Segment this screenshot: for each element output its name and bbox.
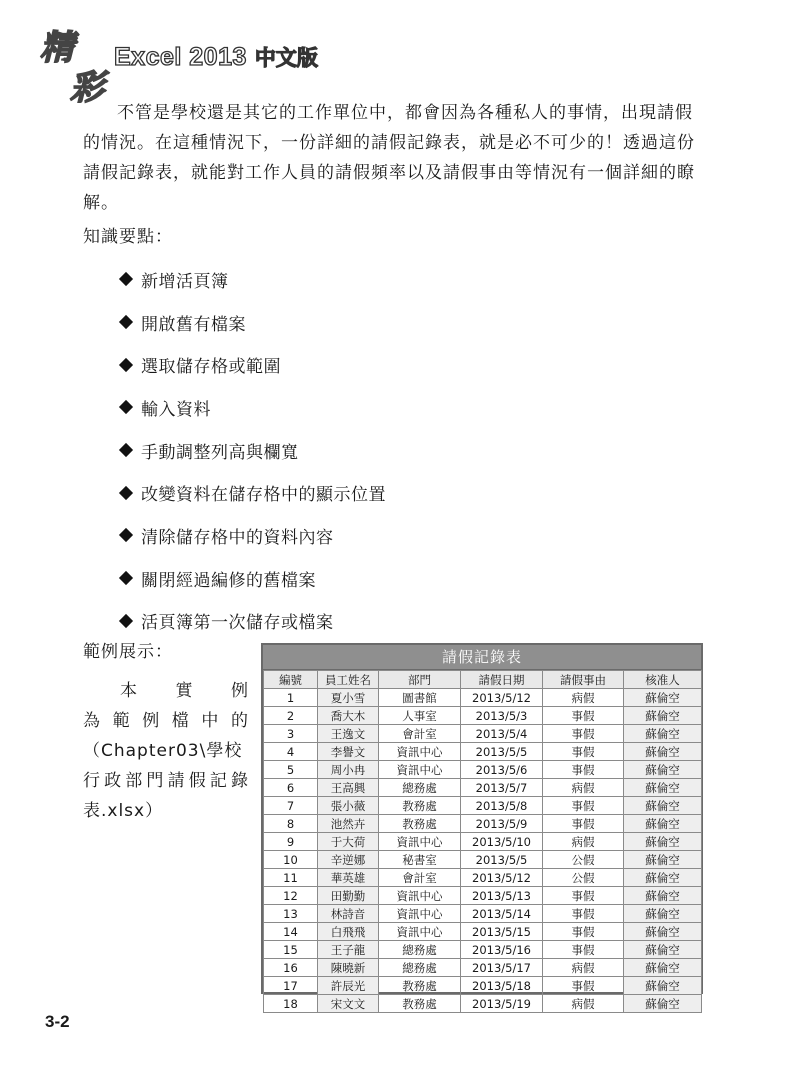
table-cell: 2013/5/8	[461, 797, 543, 815]
table-cell: 病假	[543, 995, 624, 1013]
table-cell: 教務處	[379, 977, 461, 995]
example-char: 例	[231, 681, 248, 701]
example-line-1	[83, 676, 248, 706]
table-cell: 資訊中心	[379, 923, 461, 941]
table-cell: 王高興	[318, 779, 379, 797]
table-cell: 2013/5/6	[461, 761, 543, 779]
example-char: 檔	[171, 711, 189, 731]
leave-table-grid	[263, 670, 702, 1013]
table-cell: 蘇倫空	[624, 833, 702, 851]
table-cell: 2013/5/14	[461, 905, 543, 923]
table-cell: 公假	[543, 851, 624, 869]
example-char: 範	[112, 711, 130, 731]
example-char: 行	[83, 771, 100, 791]
table-row	[264, 725, 702, 743]
table-cell: 宋文文	[318, 995, 379, 1013]
table-cell: 蘇倫空	[624, 977, 702, 995]
example-char: 門	[146, 771, 164, 791]
example-char: 記	[209, 771, 227, 791]
diamond-bullet-icon	[119, 315, 133, 329]
table-cell: 16	[264, 959, 318, 977]
table-cell: 陳曉新	[318, 959, 379, 977]
table-cell: 1	[264, 689, 318, 707]
example-line-3: （Chapter03\學校	[83, 741, 243, 761]
table-cell: 10	[264, 851, 318, 869]
table-cell: 17	[264, 977, 318, 995]
brand-logo	[114, 42, 318, 72]
table-cell: 教務處	[379, 815, 461, 833]
table-cell: 病假	[543, 833, 624, 851]
knowledge-point-label: 關閉經過編修的舊檔案	[141, 570, 316, 591]
example-char: 中	[201, 711, 219, 731]
column-header: 部門	[379, 671, 461, 689]
table-cell: 圖書館	[379, 689, 461, 707]
table-cell: 2013/5/5	[461, 851, 543, 869]
table-cell: 事假	[543, 977, 624, 995]
table-row	[264, 779, 702, 797]
table-cell: 病假	[543, 959, 624, 977]
example-line-5: 表.xlsx）	[83, 801, 164, 821]
table-row	[264, 905, 702, 923]
knowledge-point-item	[118, 557, 386, 600]
diamond-bullet-icon	[119, 358, 133, 372]
diamond-bullet-icon	[119, 486, 133, 500]
table-cell: 蘇倫空	[624, 959, 702, 977]
knowledge-point-item	[118, 301, 386, 344]
knowledge-point-item	[118, 600, 386, 643]
column-header: 請假事由	[543, 671, 624, 689]
table-cell: 資訊中心	[379, 761, 461, 779]
example-line-4	[83, 766, 248, 796]
calligraphy-char-2: 彩	[70, 68, 104, 108]
table-cell: 總務處	[379, 779, 461, 797]
knowledge-point-label: 輸入資料	[141, 399, 211, 420]
table-row	[264, 941, 702, 959]
table-cell: 7	[264, 797, 318, 815]
table-cell: 事假	[543, 707, 624, 725]
table-cell: 2	[264, 707, 318, 725]
table-cell: 12	[264, 887, 318, 905]
table-row	[264, 851, 702, 869]
brand-edition: 中文版	[254, 46, 318, 70]
table-cell: 2013/5/19	[461, 995, 543, 1013]
table-cell: 6	[264, 779, 318, 797]
table-cell: 事假	[543, 815, 624, 833]
diamond-bullet-icon	[119, 443, 133, 457]
table-cell: 資訊中心	[379, 743, 461, 761]
example-char: 本	[120, 681, 137, 701]
example-char: 的	[230, 711, 248, 731]
table-cell: 15	[264, 941, 318, 959]
table-row	[264, 995, 702, 1013]
table-cell: 13	[264, 905, 318, 923]
table-cell: 資訊中心	[379, 887, 461, 905]
table-cell: 教務處	[379, 797, 461, 815]
table-cell: 2013/5/12	[461, 869, 543, 887]
example-char: 政	[104, 771, 122, 791]
table-cell: 周小冉	[318, 761, 379, 779]
table-cell: 事假	[543, 905, 624, 923]
example-char: 部	[125, 771, 143, 791]
table-cell: 病假	[543, 689, 624, 707]
table-cell: 公假	[543, 869, 624, 887]
example-char: 請	[167, 771, 185, 791]
table-cell: 蘇倫空	[624, 851, 702, 869]
table-cell: 18	[264, 995, 318, 1013]
table-cell: 張小薇	[318, 797, 379, 815]
table-cell: 2013/5/7	[461, 779, 543, 797]
table-cell: 秘書室	[379, 851, 461, 869]
table-row	[264, 977, 702, 995]
table-cell: 蘇倫空	[624, 923, 702, 941]
knowledge-point-item	[118, 471, 386, 514]
table-cell: 9	[264, 833, 318, 851]
table-cell: 事假	[543, 941, 624, 959]
table-cell: 白飛飛	[318, 923, 379, 941]
column-header: 請假日期	[461, 671, 543, 689]
brand-title: Excel 2013	[114, 42, 247, 71]
table-cell: 總務處	[379, 941, 461, 959]
table-cell: 2013/5/16	[461, 941, 543, 959]
table-cell: 辛逆娜	[318, 851, 379, 869]
table-cell: 蘇倫空	[624, 707, 702, 725]
column-header: 員工姓名	[318, 671, 379, 689]
knowledge-point-label: 改變資料在儲存格中的顯示位置	[141, 485, 386, 506]
table-cell: 2013/5/15	[461, 923, 543, 941]
example-char: 錄	[230, 771, 248, 791]
table-row	[264, 887, 702, 905]
diamond-bullet-icon	[119, 528, 133, 542]
book-header	[30, 14, 360, 108]
example-char: 假	[188, 771, 206, 791]
table-row	[264, 689, 702, 707]
knowledge-point-item	[118, 386, 386, 429]
table-cell: 許辰光	[318, 977, 379, 995]
example-char: 例	[142, 711, 160, 731]
table-cell: 2013/5/18	[461, 977, 543, 995]
table-cell: 蘇倫空	[624, 725, 702, 743]
diamond-bullet-icon	[119, 571, 133, 585]
table-cell: 資訊中心	[379, 833, 461, 851]
table-row	[264, 959, 702, 977]
table-cell: 林詩音	[318, 905, 379, 923]
table-cell: 事假	[543, 797, 624, 815]
table-row	[264, 797, 702, 815]
table-cell: 蘇倫空	[624, 995, 702, 1013]
knowledge-points-list	[118, 258, 386, 642]
table-row	[264, 761, 702, 779]
table-cell: 李譽文	[318, 743, 379, 761]
table-cell: 蘇倫空	[624, 779, 702, 797]
table-cell: 蘇倫空	[624, 887, 702, 905]
table-cell: 8	[264, 815, 318, 833]
table-cell: 喬大木	[318, 707, 379, 725]
table-cell: 王逸文	[318, 725, 379, 743]
example-line-2	[83, 706, 248, 736]
intro-paragraph: 不管是學校還是其它的工作單位中，都會因為各種私人的事情，出現請假的情況。在這種情況下，一份詳細的請假記錄表，就是必不可少的！透過這份請假記錄表，就能對工作人員的請假頻率以及請假事由等情況有一個詳細的瞭解。	[83, 103, 695, 213]
table-cell: 2013/5/5	[461, 743, 543, 761]
table-cell: 王子龍	[318, 941, 379, 959]
table-cell: 3	[264, 725, 318, 743]
knowledge-point-label: 新增活頁簿	[141, 271, 229, 292]
table-cell: 于大荷	[318, 833, 379, 851]
table-cell: 5	[264, 761, 318, 779]
table-cell: 池然卉	[318, 815, 379, 833]
table-cell: 蘇倫空	[624, 941, 702, 959]
table-cell: 華英雄	[318, 869, 379, 887]
table-row	[264, 869, 702, 887]
table-cell: 11	[264, 869, 318, 887]
column-header: 編號	[264, 671, 318, 689]
table-cell: 資訊中心	[379, 905, 461, 923]
table-cell: 蘇倫空	[624, 869, 702, 887]
table-cell: 14	[264, 923, 318, 941]
knowledge-points-title: 知識要點：	[83, 227, 173, 247]
knowledge-point-item	[118, 258, 386, 301]
table-cell: 2013/5/4	[461, 725, 543, 743]
table-row	[264, 833, 702, 851]
table-row	[264, 815, 702, 833]
table-cell: 田勤勤	[318, 887, 379, 905]
calligraphy-char-1: 精	[40, 28, 74, 68]
table-cell: 蘇倫空	[624, 743, 702, 761]
diamond-bullet-icon	[119, 400, 133, 414]
knowledge-point-item	[118, 429, 386, 472]
table-cell: 會計室	[379, 869, 461, 887]
table-cell: 病假	[543, 779, 624, 797]
table-cell: 蘇倫空	[624, 905, 702, 923]
table-cell: 事假	[543, 725, 624, 743]
table-cell: 2013/5/13	[461, 887, 543, 905]
table-cell: 事假	[543, 887, 624, 905]
table-cell: 2013/5/12	[461, 689, 543, 707]
table-row	[264, 743, 702, 761]
table-cell: 2013/5/9	[461, 815, 543, 833]
diamond-bullet-icon	[119, 614, 133, 628]
knowledge-point-item	[118, 343, 386, 386]
table-header-row	[264, 671, 702, 689]
knowledge-point-label: 選取儲存格或範圍	[141, 357, 281, 378]
table-cell: 教務處	[379, 995, 461, 1013]
page-number: 3-2	[45, 1012, 70, 1031]
table-cell: 會計室	[379, 725, 461, 743]
knowledge-point-label: 開啟舊有檔案	[141, 314, 246, 335]
table-cell: 夏小雪	[318, 689, 379, 707]
knowledge-point-label: 活頁簿第一次儲存或檔案	[141, 613, 334, 634]
table-title: 請假記錄表	[263, 645, 701, 670]
table-cell: 事假	[543, 743, 624, 761]
table-cell: 蘇倫空	[624, 761, 702, 779]
leave-record-table	[261, 643, 703, 1011]
table-cell: 2013/5/10	[461, 833, 543, 851]
table-cell: 4	[264, 743, 318, 761]
table-cell: 總務處	[379, 959, 461, 977]
example-description	[83, 676, 248, 826]
table-cell: 2013/5/3	[461, 707, 543, 725]
knowledge-point-label: 手動調整列高與欄寬	[141, 442, 299, 463]
knowledge-point-item	[118, 514, 386, 557]
example-title: 範例展示：	[83, 642, 173, 662]
table-row	[264, 707, 702, 725]
example-char: 為	[83, 711, 100, 731]
table-row	[264, 923, 702, 941]
diamond-bullet-icon	[119, 272, 133, 286]
table-cell: 2013/5/17	[461, 959, 543, 977]
knowledge-point-label: 清除儲存格中的資料內容	[141, 527, 334, 548]
column-header: 核准人	[624, 671, 702, 689]
table-cell: 蘇倫空	[624, 797, 702, 815]
table-cell: 蘇倫空	[624, 689, 702, 707]
table-cell: 蘇倫空	[624, 815, 702, 833]
table-cell: 人事室	[379, 707, 461, 725]
table-cell: 事假	[543, 761, 624, 779]
table-cell: 事假	[543, 923, 624, 941]
example-char: 實	[175, 681, 193, 701]
